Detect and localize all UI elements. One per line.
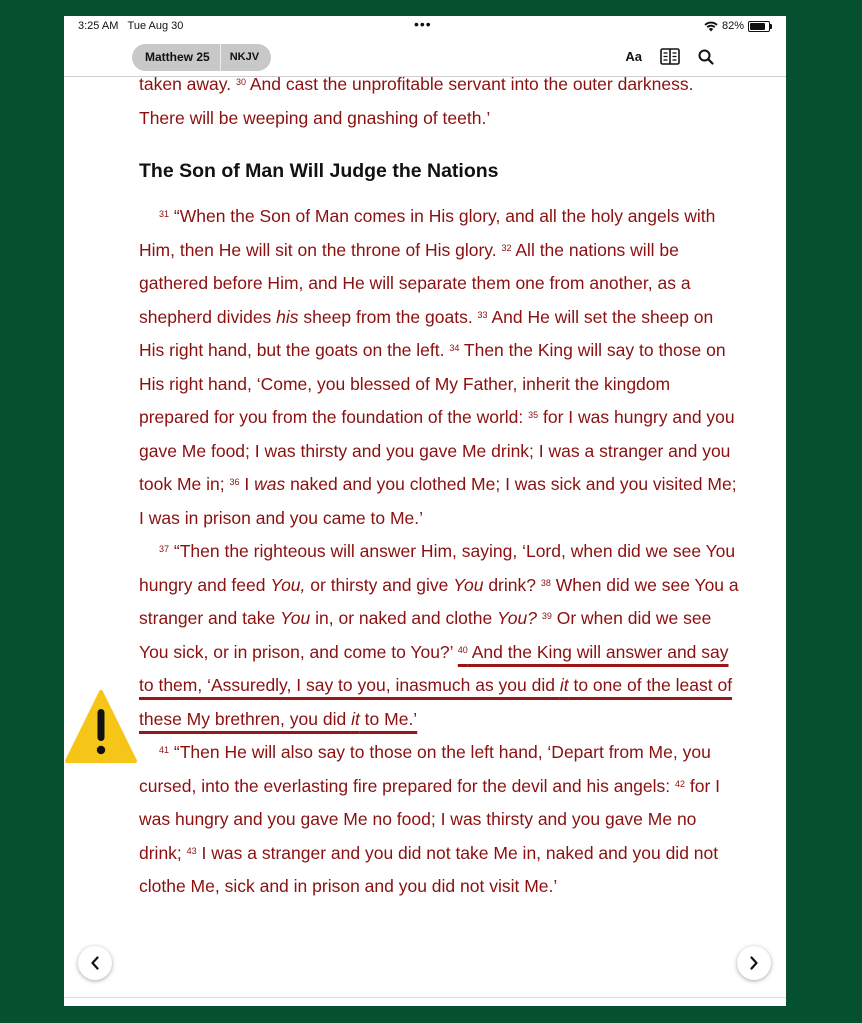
font-settings-button[interactable]: Aa xyxy=(625,49,642,64)
verse-number: 35 xyxy=(528,410,539,420)
verse-continuation: taken away. $^{30}$ And cast the unprofitable servant into the outer darkness. There will be weeping and gnashing of teeth.’ xyxy=(139,74,694,128)
verse-number: 42 xyxy=(675,778,686,789)
verse-number: 30 xyxy=(235,77,246,87)
warning-icon xyxy=(64,689,138,765)
book-chapter-button[interactable]: Matthew 25 xyxy=(132,44,221,71)
paragraph: $^{31}$ “When the Son of Man comes in His glory, and all the holy angels with Him, then He will sit on the throne of His glory. $^{32}$ All the nations will be gathered before Him, and He will separate them one from another, as a shepherd divides his sheep from the goats. $^{33}$ And He will set the sheep on His right hand, but the goats on the left. $^{34}$ Then the King will say to those on His right hand, ‘Come, you blessed of My Father, inherit the kingdom prepared for you from the foundation of the world: $^{35}$ for I was hungry and you gave Me food; I was thirsty and you gave Me drink; I was a stranger and you took Me in; $^{36}$ I was naked and you clothed Me; I was sick and you visited Me; I was in prison and you came to Me.’ xyxy=(139,206,737,528)
chevron-left-icon xyxy=(90,956,100,970)
status-right xyxy=(704,20,770,32)
bible-text xyxy=(139,68,739,904)
verse-number: 38 xyxy=(540,577,551,588)
verse-number: 37 xyxy=(159,544,170,554)
ipad-screen xyxy=(64,16,786,1006)
search-icon[interactable] xyxy=(698,49,714,65)
battery-percent: 82% xyxy=(721,20,744,32)
paragraph: $^{41}$ “Then He will also say to those on the left hand, ‘Depart from Me, you cursed, into the everlasting fire prepared for the devil and his angels: $^{42}$ for I was hungry and you gave Me no food; I was thirsty and you gave Me no drink; $^{43}$ I was a stranger and you did not take Me in, naked and you did not clothe Me, sick and in prison and you did not visit Me.’ xyxy=(139,742,721,896)
verse-number: 31 xyxy=(159,209,170,219)
paragraph: $^{37}$ “Then the righteous will answer Him, saying, ‘Lord, when did we see You hungry and feed You, or thirsty and give You drink? $^{38}$ When did we see You a stranger and take You in, or naked and clothe You? $^{39}$ Or when did we see You sick, or in prison, and come to You?’ $^{40}$ And the King will answer and say to them, ‘Assuredly, I say to you, inasmuch as you did it to one of the least of these My brethren, you did it to Me.’ xyxy=(139,541,739,729)
chevron-right-icon xyxy=(749,956,759,970)
highlighted-verse[interactable]: $^{40}$ And the King will answer and say to them, ‘Assuredly, I say to you, inasmuch as you did it to one of the least of these My brethren, you did it to Me.’ xyxy=(139,641,733,729)
battery-icon xyxy=(748,21,770,32)
reference-selector[interactable] xyxy=(132,44,271,71)
verse-number: 43 xyxy=(186,845,197,856)
version-button[interactable]: NKJV xyxy=(229,51,260,63)
previous-chapter-button[interactable] xyxy=(78,946,112,980)
verse-number: 39 xyxy=(541,611,552,621)
verse-number: 34 xyxy=(449,343,460,353)
wifi-icon xyxy=(704,21,718,32)
bottom-divider xyxy=(64,997,786,998)
next-chapter-button[interactable] xyxy=(737,946,771,980)
verse-number: 36 xyxy=(229,477,240,487)
verse-number: 32 xyxy=(501,242,512,253)
verse-number: 41 xyxy=(159,745,170,755)
verse-number: 33 xyxy=(477,309,488,320)
parallel-book-icon[interactable] xyxy=(660,48,680,65)
toolbar-actions xyxy=(625,48,714,65)
status-time: 3:25 AM Tue Aug 30 xyxy=(78,20,184,32)
section-heading: The Son of Man Will Judge the Nations xyxy=(139,160,499,182)
multitask-dots[interactable]: ••• xyxy=(414,16,432,32)
verse-number: 40 xyxy=(457,644,468,655)
status-bar xyxy=(64,16,786,38)
